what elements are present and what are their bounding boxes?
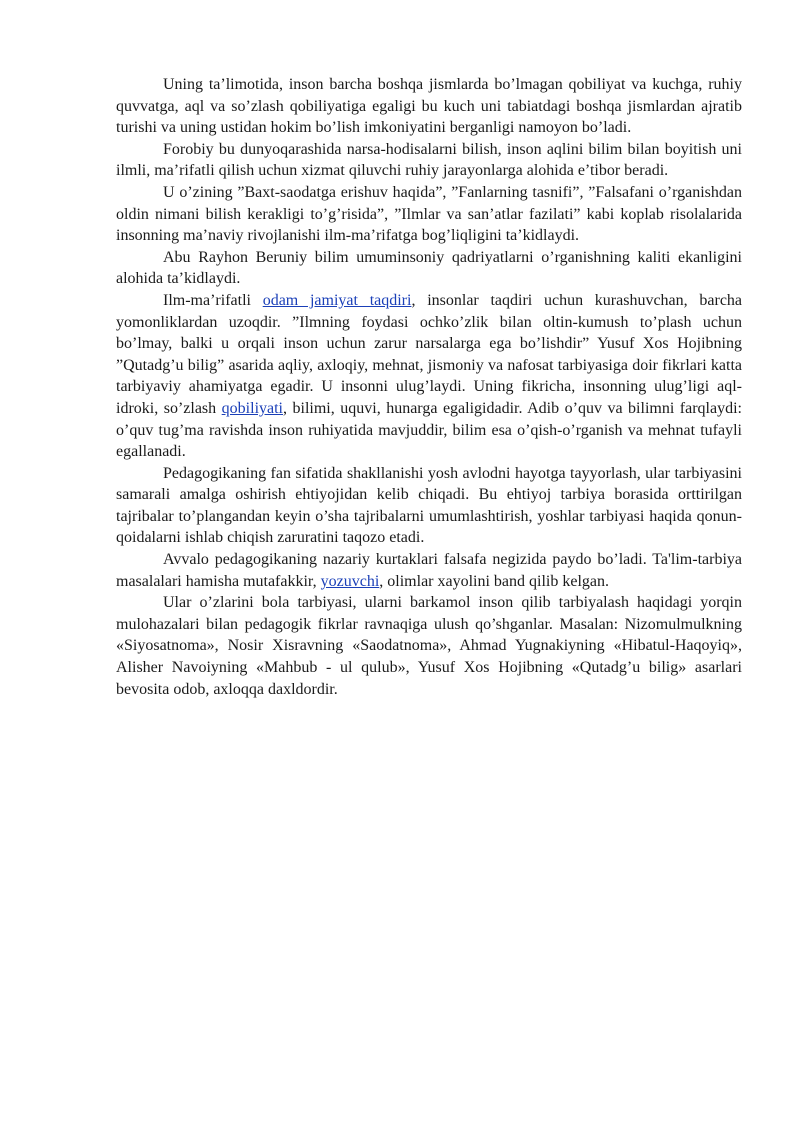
paragraph-5-text-b: , insonlar taqdiri uchun kurashuvchan, barcha yomonliklardan uzoqdir. ”Ilmning foydasi ochko’zlik bilan oltin-kumush to’plash uchun bo’lmay, balki u orqali inson uchun zarur narsalarga ega bo’lishdir” Yusuf Xos Hojibning ”Qutadg’u bilig” asarida aqliy, axloqiy, mehnat, jismoniy va nafosat tarbiyasiga doir fikrlari katta tarbiyaviy ahamiyatga egadir. U insonni ulug’laydi. Uning fikricha, insonning ulug’ligi aql-idroki, so’zlash (116, 291, 743, 417)
paragraph-4: Abu Rayhon Beruniy bilim umuminsoniy qadriyatlarni o’rganishning kaliti ekanligini alohida ta’kidlaydi. (116, 248, 742, 288)
paragraph-2: Forobiy bu dunyoqarashida narsa-hodisalarni bilish, inson aqlini bilim bilan boyitish uni ilmli, ma’rifatli qilish uchun xizmat qiluvchi ruhiy jarayonlarga alohida e’tibor beradi. (116, 140, 742, 180)
paragraph-3: U o’zining ”Baxt-saodatga erishuv haqida”, ”Fanlarning tasnifi”, ”Falsafani o’rganishdan oldin nimani bilish kerakligi to’g’risida”, ”Ilmlar va san’atlar fazilati” kabi koplab risolalarida insonning ma’naviy rivojlanishi ilm-ma’rifatga bog’liqligini ta’kidlaydi. (116, 183, 742, 245)
paragraph-5 (116, 290, 742, 463)
document-page (116, 74, 742, 700)
paragraph-7-text-b: , olimlar xayolini band qilib kelgan. (379, 572, 610, 590)
link-odam-jamiyat-taqdiri[interactable]: odam jamiyat taqdiri (262, 291, 412, 309)
paragraph-6: Pedagogikaning fan sifatida shakllanishi yosh avlodni hayotga tayyorlash, ular tarbiyasini samarali amalga oshirish ehtiyojidan kelib chiqadi. Bu ehtiyoj tarbiya borasida orttirilgan tajribalar to’plangandan keyin o’sha tajribalarni umumlashtirish, yoshlar tarbiyasi haqida qonun-qoidalarni ishlab chiqish zaruratini taqozo etadi. (116, 464, 742, 547)
paragraph-5-text-a: Ilm-ma’rifatli (163, 291, 263, 309)
link-yozuvchi[interactable]: yozuvchi (320, 572, 380, 590)
paragraph-1: Uning ta’limotida, inson barcha boshqa jismlarda bo’lmagan qobiliyat va kuchga, ruhiy quvvatga, aql va so’zlash qobiliyatiga egaligi bu kuch uni tabiatdagi boshqa jismlardan ajratib turishi va uning ustidan hokim bo’lish imkoniyatini berganligi namoyon bo’ladi. (116, 76, 742, 137)
paragraph-7 (116, 549, 742, 592)
link-qobiliyati[interactable]: qobiliyati (221, 399, 283, 417)
paragraph-7-text-a: Avvalo pedagogikaning nazariy kurtaklari falsafa negizida paydo bo’ladi. Ta'lim-tarbiya masalalari hamisha mutafakkir, (116, 551, 742, 590)
paragraph-5-text-c: , bilimi, uquvi, hunarga egaligidadir. Adib o’quv va bilimni farqlaydi: o’quv tug’ma ravishda inson ruhiyatida mavjuddir, bilim esa o’qish-o’rganish va mehnat tufayli egallanadi. (116, 399, 742, 461)
paragraph-8: Ular o’zlarini bola tarbiyasi, ularni barkamol inson qilib tarbiyalash haqidagi yorqin mulohazalari bilan pedagogik fikrlar ravnaqiga ulush qo’shganlar. Masalan: Nizomulmulkning «Siyosatnoma», Nosir Xisravning «Saodatnoma», Ahmad Yugnakiyning «Hibatul-Haqoyiq», Alisher Navoiyning «Mahbub - ul qulub», Yusuf Xos Hojibning «Qutadg’u bilig» asarlari bevosita odob, axloqqa daxldordir. (116, 594, 742, 698)
